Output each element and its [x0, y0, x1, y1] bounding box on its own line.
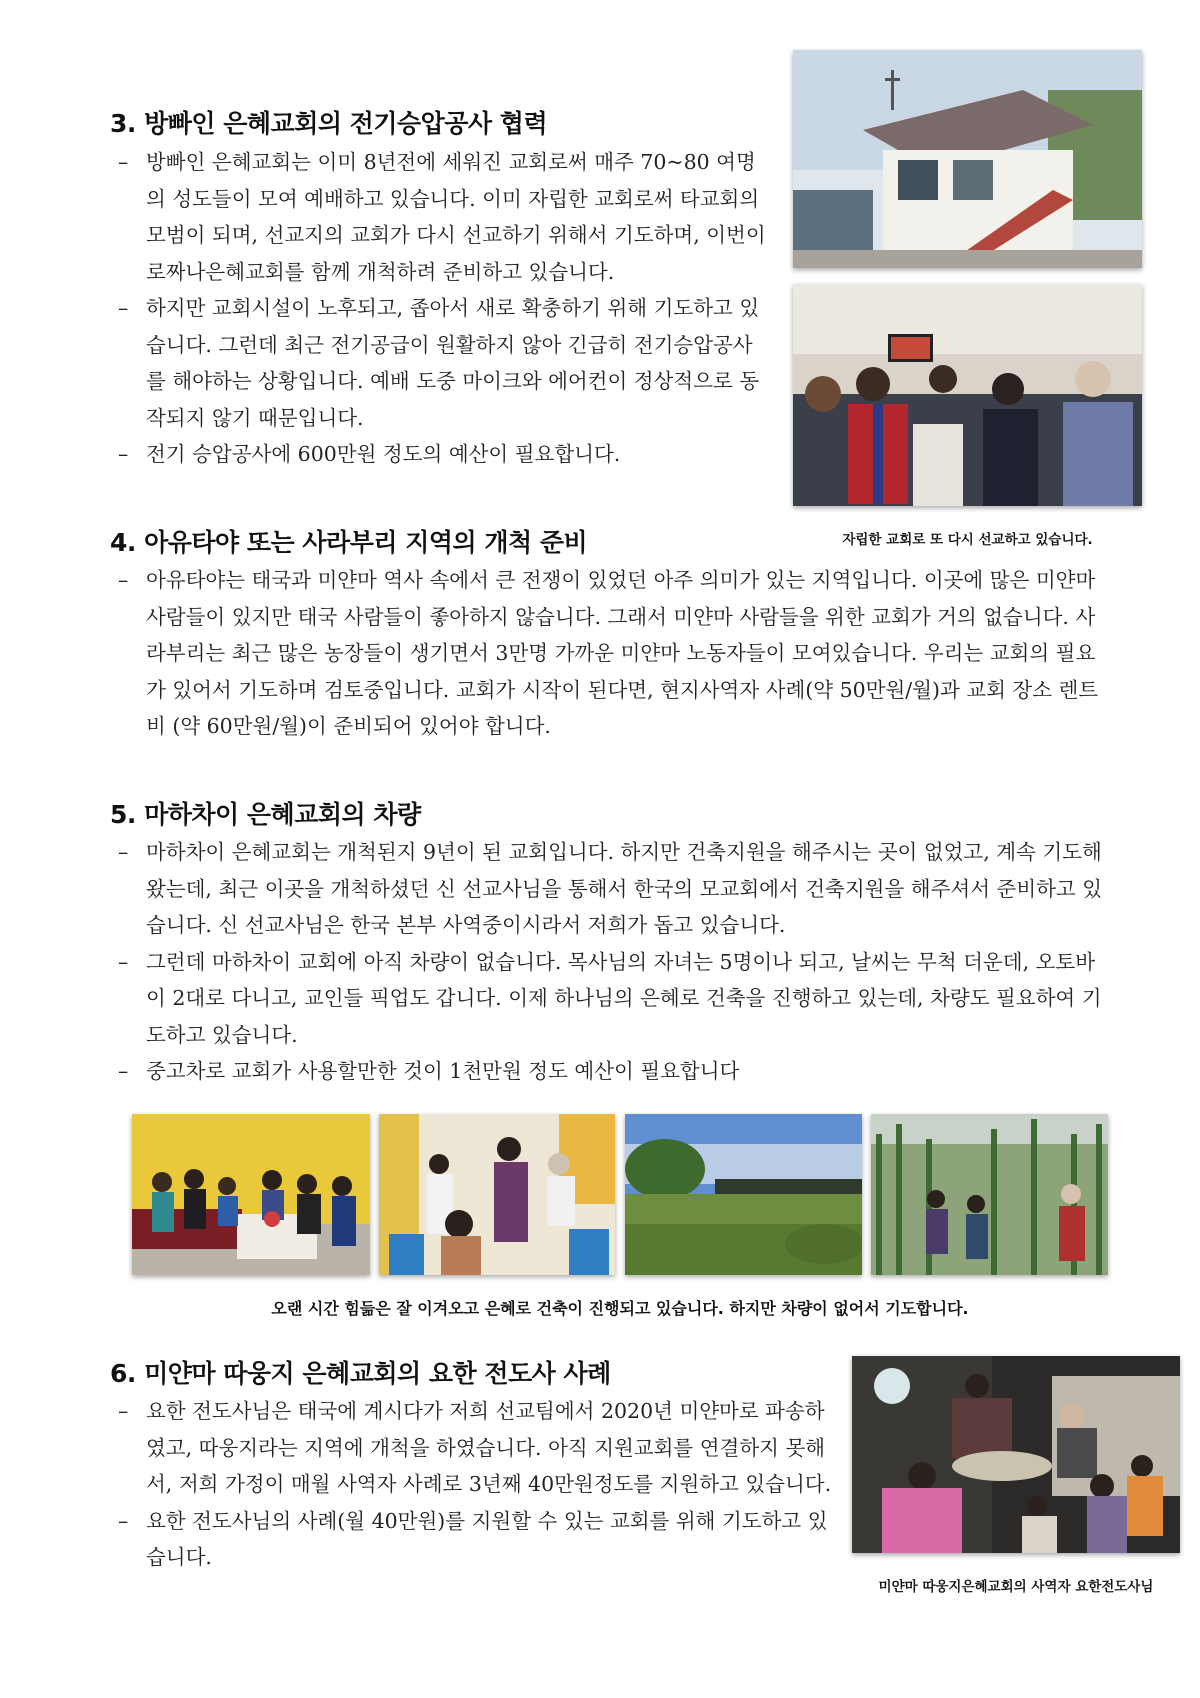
prayer-meeting-photo [379, 1114, 615, 1275]
worship-service-photo [793, 284, 1142, 506]
section4-body [118, 562, 1108, 745]
section3-body [118, 144, 768, 473]
sugarcane-field-photo [871, 1114, 1108, 1275]
list-item: – 그런데 마하차이 교회에 아직 차량이 없습니다. 목사님의 자녀는 5명이나 되고, 날씨는 무척 더운데, 오토바이 2대로 다니고, 교인들 픽업도 갑니다. 이제 하나님의 은혜로 건축을 진행하고 있는데, 차량도 필요하여 기도하고 있습니다. [118, 944, 1108, 1054]
list-item: – 마하차이 은혜교회는 개척된지 9년이 된 교회입니다. 하지만 건축지원을 해주시는 곳이 없었고, 계속 기도해왔는데, 최근 이곳을 개척하셨던 신 선교사님을 통해서 한국의 모교회에서 건축지원을 해주셔서 준비하고 있습니다. 신 선교사님은 한국 본부 사역중이시라서 저희가 돕고 있습니다. [118, 834, 1108, 944]
evangelist-family-photo [852, 1356, 1180, 1553]
section3-photo-caption: 자립한 교회로 또 다시 선교하고 있습니다. [842, 532, 1093, 548]
list-item: – 요한 전도사님은 태국에 계시다가 저희 선교팀에서 2020년 미얀마로 파송하였고, 따웅지라는 지역에 개척을 하였습니다. 아직 지원교회를 연결하지 못해서, 저희 가정이 매월 사역자 사례로 3년째 40만원정도를 지원하고 있습니다. [118, 1393, 838, 1503]
section5-body [118, 834, 1108, 1090]
section3-heading: 3. 방빠인 은혜교회의 전기승압공사 협력 [110, 109, 548, 138]
list-item: – 요한 전도사님의 사례(월 40만원)를 지원할 수 있는 교회를 위해 기도하고 있습니다. [118, 1503, 838, 1576]
section6-photo-caption: 미얀마 따웅지은혜교회의 사역자 요한전도사님 [878, 1579, 1154, 1595]
section4-heading: 4. 아유타야 또는 사라부리 지역의 개척 준비 [110, 528, 588, 557]
list-item: – 하지만 교회시설이 노후되고, 좁아서 새로 확충하기 위해 기도하고 있습니다. 그런데 최근 전기공급이 원활하지 않아 긴급히 전기승압공사를 해야하는 상황입니다. 예배 도중 마이크와 에어컨이 정상적으로 동작되지 않기 때문입니다. [118, 290, 768, 436]
list-item: – 중고차로 교회가 사용할만한 것이 1천만원 정도 예산이 필요합니다 [118, 1053, 1108, 1090]
church-building-photo [793, 50, 1142, 268]
section5-photos-caption: 오랜 시간 힘듦은 잘 이겨오고 은혜로 건축이 진행되고 있습니다. 하지만 차량이 없어서 기도합니다. [271, 1299, 969, 1318]
land-site-photo [625, 1114, 862, 1275]
list-item: – 아유타야는 태국과 미얀마 역사 속에서 큰 전쟁이 있었던 아주 의미가 있는 지역입니다. 이곳에 많은 미얀마 사람들이 있지만 태국 사람들이 좋아하지 않습니다. 그래서 미얀마 사람들을 위한 교회가 거의 없습니다. 사라부리는 최근 많은 농장들이 생기면서 3만명 가까운 미얀마 노동자들이 모여있습니다. 우리는 교회의 필요가 있어서 기도하며 검토중입니다. 교회가 시작이 된다면, 현지사역자 사례(약 50만원/월)과 교회 장소 렌트비 (약 60만원/월)이 준비되어 있어야 합니다. [118, 562, 1108, 745]
section6-heading: 6. 미얀마 따웅지 은혜교회의 요한 전도사 사례 [110, 1359, 611, 1388]
list-item: – 전기 승압공사에 600만원 정도의 예산이 필요합니다. [118, 436, 768, 473]
section6-body [118, 1393, 838, 1576]
list-item: – 방빠인 은혜교회는 이미 8년전에 세워진 교회로써 매주 70~80 여명의 성도들이 모여 예배하고 있습니다. 이미 자립한 교회로써 타교회의 모범이 되며, 선교지의 교회가 다시 선교하기 위해서 기도하며, 이번이 로짜나은혜교회를 함께 개척하려 준비하고 있습니다. [118, 144, 768, 290]
family-gathering-photo [132, 1114, 370, 1275]
section5-heading: 5. 마하차이 은혜교회의 차량 [110, 800, 421, 829]
